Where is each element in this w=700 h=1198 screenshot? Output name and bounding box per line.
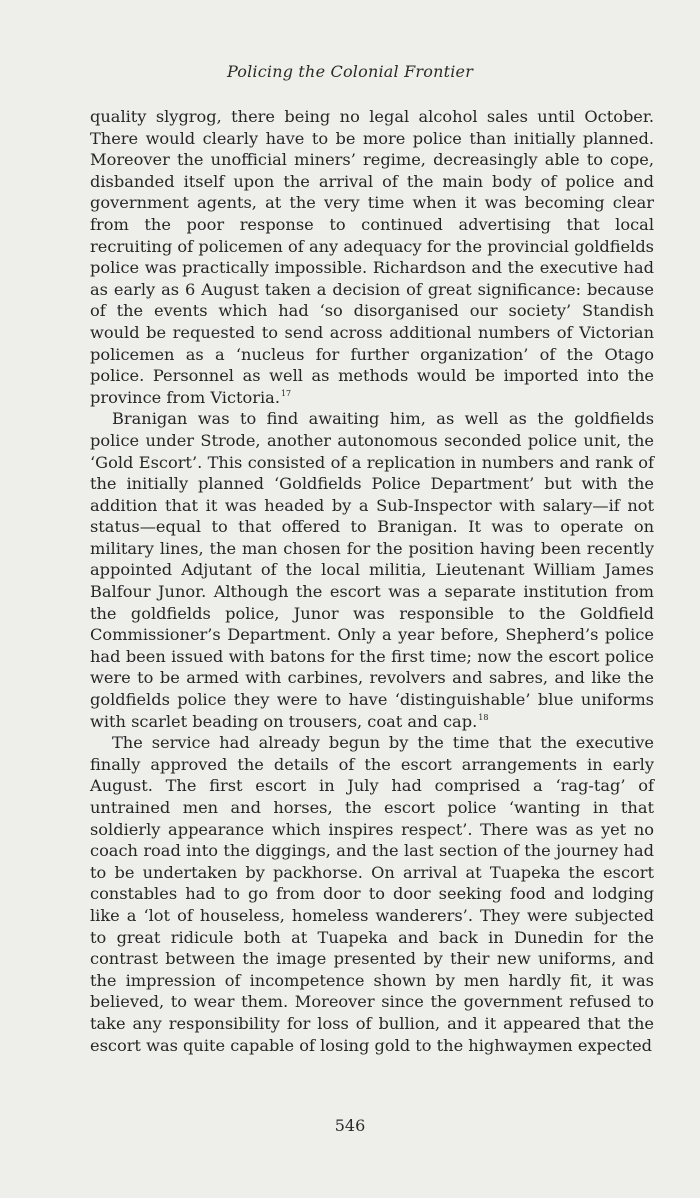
- footnote-ref-18: 18: [478, 713, 489, 723]
- paragraph-1: [90, 106, 654, 408]
- paragraph-2: [90, 408, 654, 732]
- paragraph-2-text: Branigan was to find awaiting him, as well as the goldfields police under Strode, another autonomous seconded police unit, the ‘Gold Escort’. This consisted of a replication in numbers and rank of the initially planned ‘Goldfields Police Department’ but with the addition that it was headed by a Sub-Inspector with salary—if not status—equal to that offered to Branigan. It was to operate on military lines, the man chosen for the position having been recently appointed Adjutant of the local militia, Lieutenant William James Balfour Junor. Although the escort was a separate institution from the goldfields police, Junor was responsible to the Goldfield Commissioner’s Department. Only a year before, Shepherd’s police had been issued with batons for the first time; now the escort police were to be armed with carbines, revolvers and sabres, and like the goldfields police they were to have ‘distinguishable’ blue uniforms with scarlet beading on trousers, coat and cap.: [90, 409, 654, 731]
- running-title: Policing the Colonial Frontier: [226, 62, 474, 81]
- footnote-ref-17: 17: [280, 389, 292, 399]
- page-number: 546: [334, 1116, 366, 1135]
- paragraph-1-text: quality slygrog, there being no legal alcohol sales until October. There would clearly have to be more police than initially planned. Moreover the unofficial miners’ regime, decreasingly able to cope, disbanded itself upon the arrival of the main body of police and government agents, at the very time when it was becoming clear from the poor response to continued advertising that local recruiting of policemen of any adequacy for the provincial goldfields police was practically impossible. Richardson and the executive had as early as 6 August taken a decision of great significance: because of the events which had ‘so disorganised our society’ Standish would be requested to send across additional numbers of Victorian policemen as a ‘nucleus for further organization’ of the Otago police. Personnel as well as methods would be imported into the province from Victoria.: [90, 107, 654, 407]
- paragraph-3: [90, 732, 654, 1056]
- body-text: [90, 106, 654, 1056]
- paragraph-3-text: The service had already begun by the time that the executive finally approved the details of the escort arrangements in early August. The first escort in July had comprised a ‘rag-tag’ of untrained men and horses, the escort police ‘wanting in that soldierly appearance which inspires respect’. There was as yet no coach road into the diggings, and the last section of the journey had to be undertaken by packhorse. On arrival at Tuapeka the escort constables had to go from door to door seeking food and lodging like a ‘lot of houseless, homeless wanderers’. They were subjected to great ridicule both at Tuapeka and back in Dunedin for the contrast between the image presented by their new uniforms, and the impression of incompetence shown by men hardly fit, it was believed, to wear them. Moreover since the government refused to take any responsibility for loss of bullion, and it appeared that the escort was quite capable of losing gold to the highwaymen expected: [90, 733, 654, 1055]
